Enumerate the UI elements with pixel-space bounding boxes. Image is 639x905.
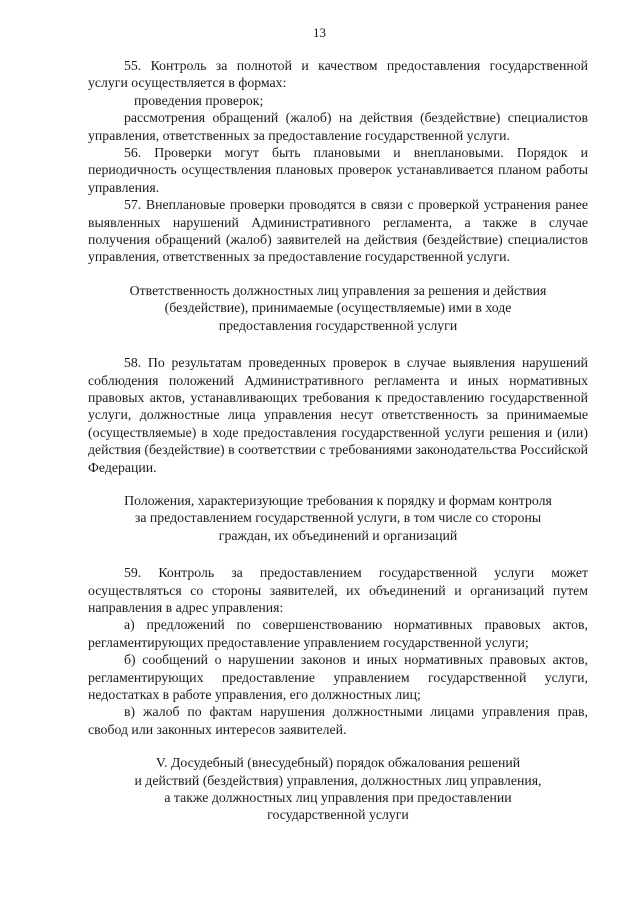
paragraph-55-item-b: рассмотрения обращений (жалоб) на действия (бездействие) специалистов управления, ответственных за предоставление государственной услуги. [88,110,588,143]
paragraph-59: 59. Контроль за предоставлением государственной услуги может осуществляться со стороны заявителей, их объединений и организаций путем направления в адрес управления: [88,565,588,615]
paragraph-55: 55. Контроль за полнотой и качеством предоставления государственной услуги осуществляется в формах: [88,58,588,91]
paragraph-58: 58. По результатам проведенных проверок в случае выявления нарушений соблюдения положений Административного регламента и иных нормативных правовых актов, устанавливающих требования к предоставлению государственной услуги, должностные лица управления несут ответственность за принимаемые (осуществляемые) в ходе предоставления государственной услуги решения и (или) действия (бездействие) в соответствии с требованиями законодательства Российской Федерации. [88,355,588,475]
heading-line: предоставления государственной услуги [218,317,458,333]
paragraph-59-item-b: б) сообщений о нарушении законов и иных нормативных правовых актов, регламентирующих предоставление управлением государственной услуги, недостатках в работе управления, его должностных лиц; [88,652,588,702]
section-heading-responsibility [88,282,588,334]
section-heading-control-provisions [88,492,588,544]
heading-line: за предоставлением государственной услуги, в том числе со стороны [134,510,542,526]
heading-line: граждан, их объединений и организаций [218,527,458,543]
document-body [88,57,588,824]
heading-line: а также должностных лиц управления при предоставлении [164,790,512,806]
page-number: 13 [313,25,326,40]
paragraph-55-item-a: проведения проверок; [134,92,264,108]
heading-line: государственной услуги [267,807,409,823]
heading-line: Положения, характеризующие требования к порядку и формам контроля [124,492,552,508]
paragraph-57: 57. Внеплановые проверки проводятся в связи с проверкой устранения ранее выявленных нарушений Административного регламента, а также в случае получения обращений (жалоб) заявителей на действия (бездействие) специалистов управления, ответственных за предоставление государственной услуги. [88,197,588,265]
heading-line: (бездействие), принимаемые (осуществляемые) ими в ходе [164,300,512,316]
paragraph-56: 56. Проверки могут быть плановыми и внеплановыми. Порядок и периодичность осуществления плановых проверок устанавливается планом работы управления. [88,145,588,195]
paragraph-59-item-a: а) предложений по совершенствованию нормативных правовых актов, регламентирующих предоставление управлением государственной услуги; [88,617,588,650]
section-heading-appeal [88,754,588,824]
heading-line: V. Досудебный (внесудебный) порядок обжалования решений [155,755,521,771]
paragraph-59-item-c: в) жалоб по фактам нарушения должностными лицами управления прав, свобод или законных интересов заявителей. [88,704,588,737]
heading-line: Ответственность должностных лиц управления за решения и действия [129,282,547,298]
heading-line: и действий (бездействия) управления, должностных лиц управления, [134,772,542,788]
